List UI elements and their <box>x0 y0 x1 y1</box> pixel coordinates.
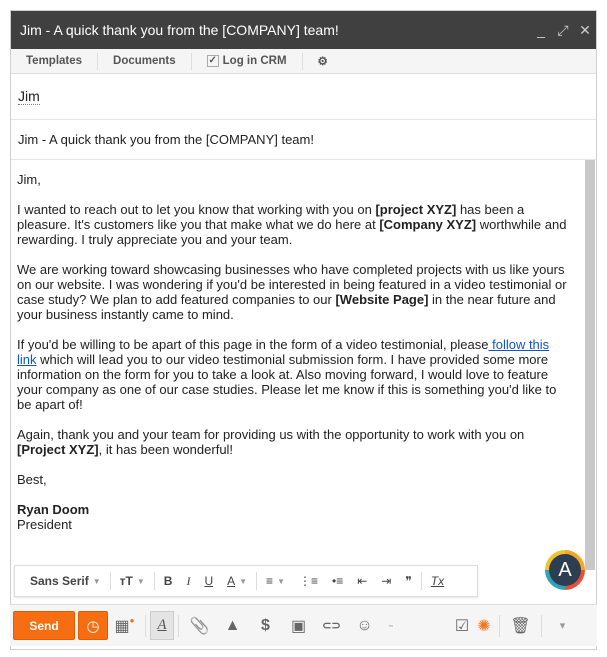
bottom-toolbar <box>10 604 597 646</box>
signature-role: President <box>17 517 72 532</box>
bold-button[interactable]: B <box>163 574 173 588</box>
scrollbar[interactable] <box>585 160 595 570</box>
title-bar <box>11 11 596 49</box>
log-crm-label: Log in CRM <box>222 55 287 67</box>
follow-link[interactable]: follow this link <box>17 337 550 367</box>
recipient[interactable]: Jim <box>18 88 40 104</box>
font-select[interactable]: Sans Serif ▼ <box>30 574 101 588</box>
subject-text: Jim - A quick thank you from the [COMPANY] team! <box>18 132 314 147</box>
quote-icon[interactable]: ❞ <box>405 574 412 588</box>
more-options-dash: - <box>388 616 394 634</box>
subject-field[interactable] <box>11 120 596 160</box>
paragraph-4: Again, thank you and your team for providing us with the opportunity to work with you on [Project XYZ], it has been wonderful! <box>17 427 525 457</box>
indent-more-icon[interactable]: ⇥ <box>381 574 392 588</box>
templates-label: Templates <box>26 55 83 67</box>
documents-label: Documents <box>113 55 176 67</box>
documents-button[interactable] <box>98 53 192 70</box>
hubspot-icon[interactable]: ✺ <box>477 617 491 635</box>
bulleted-list-icon[interactable]: •≡ <box>332 574 344 588</box>
hubspot-track-checkbox[interactable]: ☑ <box>454 617 470 635</box>
formatting-bar <box>14 565 478 597</box>
crm-toolbar <box>11 49 596 74</box>
italic-button[interactable]: I <box>186 573 191 588</box>
minimize-icon[interactable]: _ <box>537 22 545 38</box>
calendar-icon[interactable]: ▦● <box>114 615 135 635</box>
font-size-button[interactable]: тT ▼ <box>119 574 145 588</box>
close-icon[interactable]: ✕ <box>579 21 591 38</box>
align-button[interactable]: ≡ ▼ <box>266 574 285 588</box>
signature-name: Ryan Doom <box>17 502 90 517</box>
templates-button[interactable] <box>11 53 98 70</box>
link-icon[interactable]: ⊂⊃ <box>322 620 341 632</box>
greeting: Jim, <box>17 172 41 187</box>
more-options-icon[interactable]: ▾ <box>559 620 566 632</box>
attach-icon[interactable]: 📎 <box>189 617 210 635</box>
underline-button[interactable]: U <box>204 574 214 588</box>
trash-icon[interactable]: 🗑 <box>510 617 531 635</box>
to-field[interactable] <box>11 74 596 120</box>
clear-formatting-icon[interactable]: Tx <box>430 574 445 588</box>
paragraph-3: If you'd be willing to be apart of this page in the form of a video testimonial, please follow this link which will lead you to our video testimonial submission form. I have provided some more information on the form for you to take a look at. Also moving forward, I would love to feature your company as one of our case studies. Please let me know if this is something you'd like to be apart of! <box>17 337 557 412</box>
text-color-button[interactable]: A ▼ <box>227 574 248 588</box>
drive-icon[interactable]: ▲ <box>224 616 241 634</box>
expand-icon[interactable]: ⤢ <box>557 21 569 38</box>
avatar-letter: A <box>549 554 581 586</box>
paragraph-2: We are working toward showcasing businesses who have completed projects with us like yours on our website. I was wondering if you'd be interested in being featured in a video testimonial or case study? We plan to add featured companies to our [Website Page] in the near future and your business instantly came to mind. <box>17 262 567 322</box>
emoji-icon[interactable]: ☺ <box>356 616 373 634</box>
paragraph-1: I wanted to reach out to let you know that working with you on [project XYZ] has been a pleasure. It's customers like you that make what we do here at [Company XYZ] worthwhile and rewarding. I truly appreciate you and your team. <box>17 202 567 247</box>
avatar[interactable] <box>545 550 585 590</box>
numbered-list-icon[interactable]: ⋮≡ <box>298 574 318 588</box>
log-crm-checkbox[interactable] <box>192 53 303 70</box>
checkbox-icon: ✓ <box>208 55 217 66</box>
message-body[interactable] <box>17 172 572 532</box>
schedule-send-icon[interactable]: ◷ <box>78 611 108 640</box>
indent-less-icon[interactable]: ⇤ <box>357 574 368 588</box>
closing: Best, <box>17 472 47 487</box>
send-button[interactable]: Send <box>13 611 75 640</box>
gear-icon[interactable]: ⚙ <box>317 56 328 68</box>
signature <box>17 502 572 532</box>
formatting-toggle-button[interactable]: A <box>150 611 174 640</box>
money-icon[interactable]: $ <box>261 616 270 634</box>
window-title: Jim - A quick thank you from the [COMPANY] team! <box>20 22 339 38</box>
photo-icon[interactable]: ▣ <box>290 617 307 635</box>
